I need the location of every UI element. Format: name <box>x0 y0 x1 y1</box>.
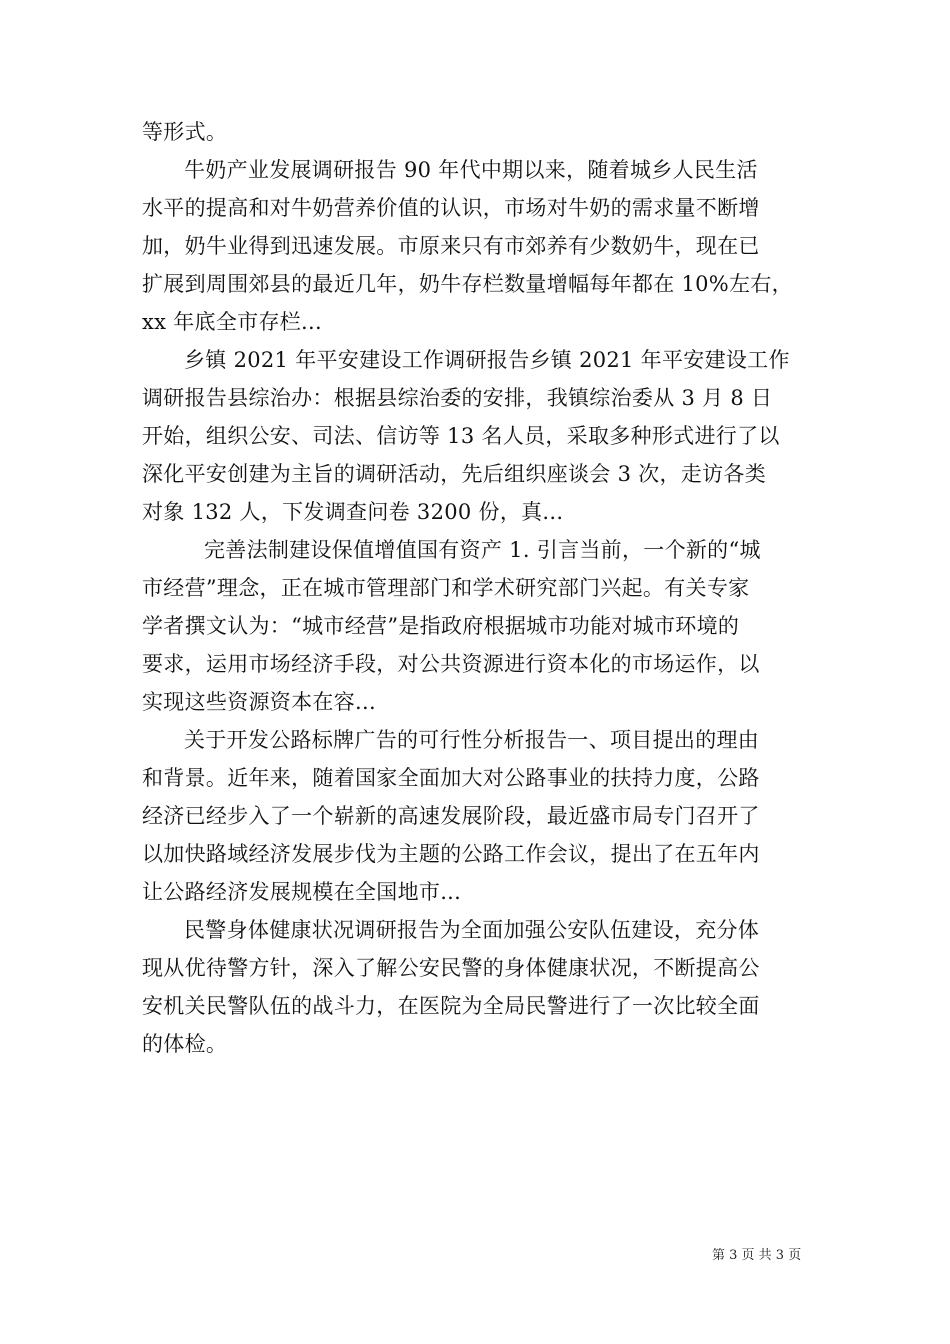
paragraph-line: 深化平安创建为主旨的调研活动，先后组织座谈会 3 次，走访各类 <box>142 462 767 486</box>
paragraph-line: 要求，运用市场经济手段，对公共资源进行资本化的市场运作，以 <box>142 652 760 676</box>
paragraph-line: 牛奶产业发展调研报告 90 年代中期以来，随着城乡人民生活 <box>184 158 758 182</box>
paragraph-line: 民警身体健康状况调研报告为全面加强公安队伍建设，充分体 <box>184 918 760 942</box>
paragraph-line: 关于开发公路标牌广告的可行性分析报告一、项目提出的理由 <box>184 728 760 752</box>
paragraph-line: 现从优待警方针，深入了解公安民警的身体健康状况，不断提高公 <box>142 956 760 980</box>
page-number: 第 3 页 共 3 页 <box>712 1248 802 1263</box>
paragraph-line: 实现这些资源资本在容... <box>142 690 376 714</box>
paragraph-line: 对象 132 人，下发调查问卷 3200 份，真... <box>142 500 564 524</box>
document-body <box>142 113 810 1063</box>
paragraph-line: 乡镇 2021 年平安建设工作调研报告乡镇 2021 年平安建设工作 <box>184 348 790 372</box>
paragraph-line: 经济已经步入了一个崭新的高速发展阶段，最近盛市局专门召开了 <box>142 804 760 828</box>
paragraph-line: 调研报告县综治办：根据县综治委的安排，我镇综治委从 3 月 8 日 <box>142 386 773 410</box>
paragraph-line: 以加快路域经济发展步伐为主题的公路工作会议，提出了在五年内 <box>142 842 760 866</box>
paragraph-line: 让公路经济发展规模在全国地市... <box>142 880 462 904</box>
paragraph-line: 扩展到周围郊县的最近几年，奶牛存栏数量增幅每年都在 10%左右， <box>142 272 793 296</box>
paragraph-line: 水平的提高和对牛奶营养价值的认识，市场对牛奶的需求量不断增 <box>142 196 760 220</box>
paragraph-line: xx 年底全市存栏... <box>142 310 322 334</box>
paragraph-line: 开始，组织公安、司法、信访等 13 名人员，采取多种形式进行了以 <box>142 424 780 448</box>
paragraph-line: 加，奶牛业得到迅速发展。市原来只有市郊养有少数奶牛，现在已 <box>142 234 760 258</box>
paragraph-line: 完善法制建设保值增值国有资产 1. 引言当前，一个新的“城 <box>204 538 761 562</box>
paragraph-line: 和背景。近年来，随着国家全面加大对公路事业的扶持力度，公路 <box>142 766 760 790</box>
paragraph-line: 的体检。 <box>142 1032 228 1056</box>
paragraph-line: 市经营”理念，正在城市管理部门和学术研究部门兴起。有关专家 <box>142 576 750 600</box>
paragraph-line: 等形式。 <box>142 120 228 144</box>
paragraph-line: 安机关民警队伍的战斗力，在医院为全局民警进行了一次比较全面 <box>142 994 760 1018</box>
paragraph-line: 学者撰文认为：“城市经营”是指政府根据城市功能对城市环境的 <box>142 614 740 638</box>
